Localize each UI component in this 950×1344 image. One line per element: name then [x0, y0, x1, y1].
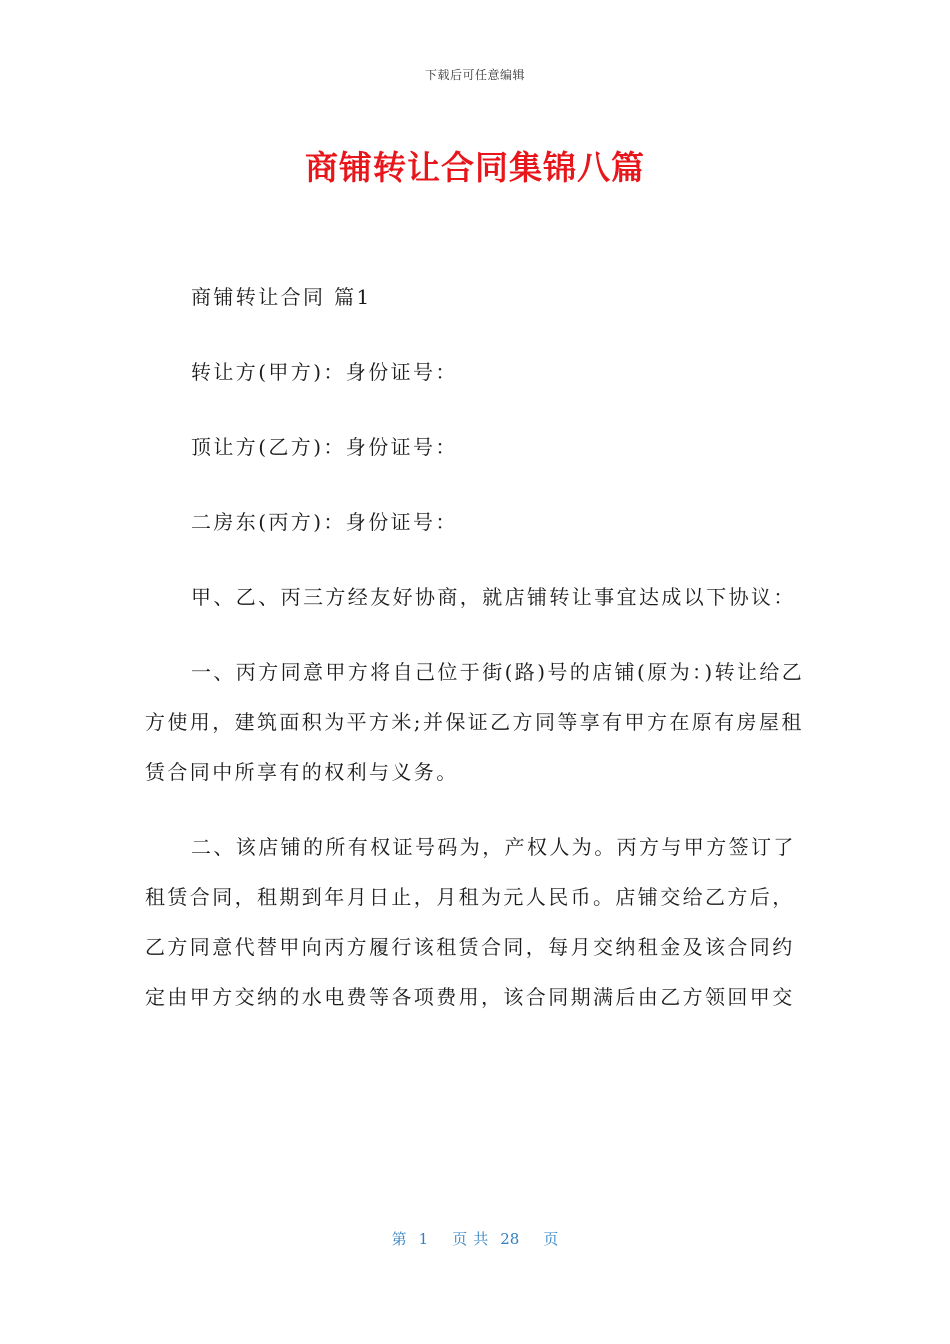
footer-page-prefix: 第: [391, 1230, 407, 1248]
header-note: 下载后可任意编辑: [424, 68, 525, 82]
footer-total-prefix: 共: [473, 1230, 489, 1248]
footer-page-mid: 页: [452, 1230, 468, 1248]
party-c-line: 二房东(丙方)：身份证号：: [191, 510, 458, 534]
party-a-line: 转让方(甲方)：身份证号：: [191, 360, 458, 384]
party-b-line: 顶让方(乙方)：身份证号：: [191, 435, 458, 459]
agreement-intro: 甲、乙、丙三方经友好协商，就店铺转让事宜达成以下协议：: [191, 585, 796, 609]
footer-current-page: 1: [418, 1230, 429, 1248]
document-title: 商铺转让合同集锦八篇: [305, 148, 645, 187]
clause-two: 二、该店铺的所有权证号码为，产权人为。丙方与甲方签订了租赁合同，租期到年月日止，月租为元人民币。店铺交给乙方后，乙方同意代替甲向丙方履行该租赁合同，每月交纳租金及该合同约定由甲方交纳的水电费等各项费用，该合同期满后由乙方领回甲交: [145, 835, 796, 1009]
clause-one: 一、丙方同意甲方将自己位于街(路)号的店铺(原为：)转让给乙方使用，建筑面积为平方米;并保证乙方同等享有甲方在原有房屋租赁合同中所享有的权利与义务。: [145, 660, 805, 784]
footer-total-pages: 28: [500, 1230, 520, 1248]
document-body: [145, 272, 810, 1047]
page-footer: [0, 1228, 950, 1249]
section-heading: 商铺转让合同 篇1: [191, 285, 372, 309]
footer-page-suffix: 页: [543, 1230, 559, 1248]
